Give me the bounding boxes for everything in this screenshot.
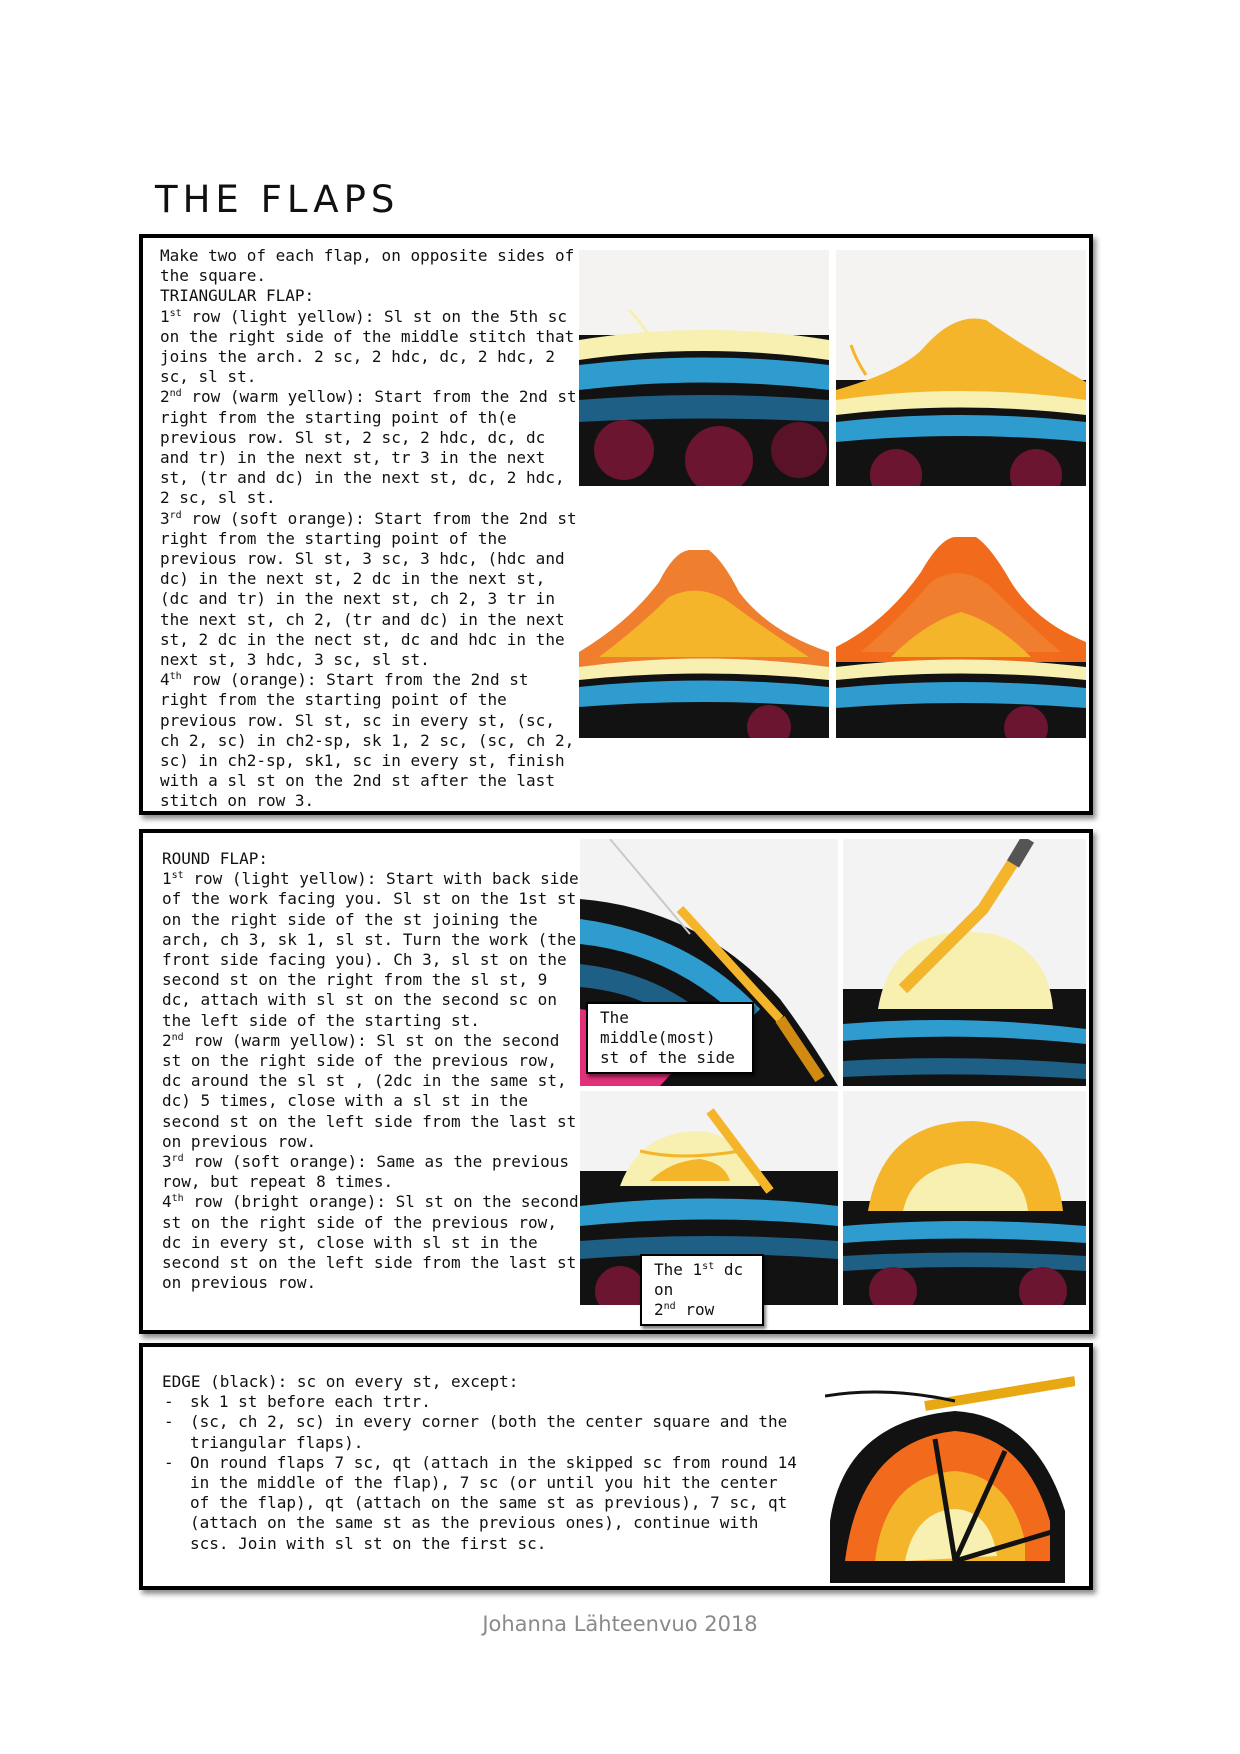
callout-middle-st: The middle(most) st of the side [586, 1002, 754, 1074]
callout-first-dc: The 1st dc on 2nd row [640, 1254, 764, 1326]
round-heading: ROUND FLAP: [162, 849, 268, 868]
round-row-1: 1st row (light yellow): Start with back side of the work facing you. Sl st on the 1st st on the right side of the st joining the arch, ch 3, sk 1, sl st. Turn the work (the front side facing you). Ch 3, sl st on the second st on the right from the sl st, 9 dc, attach with sl st on the second sc on the left side of the starting st. [162, 869, 579, 1030]
edge-instructions [162, 1372, 802, 1554]
tri-row-2: 2nd row (warm yellow): Start from the 2nd st right from the starting point of th(e previous row. Sl st, 2 sc, 2 hdc, dc, dc and tr) in the next st, tr 3 in the next st, (tr and dc) in the next st, dc, 2 hdc, 2 sc, sl st. [160, 387, 577, 508]
tri-row-4: 4th row (orange): Start from the 2nd st right from the starting point of the previous row. Sl st, sc in every st, (sc, ch 2, sc) in ch2-sp, sk 1, 2 sc, (sc, ch 2, sc) in ch2-sp, sk1, sc in every st, finish with a sl st on the 2nd st after the last stitch on row 3. [160, 670, 575, 811]
photo-edge-finished-round-flap [825, 1361, 1075, 1583]
round-row-4: 4th row (bright orange): Sl st on the second st on the right side of the previous row, dc in every st, close with sl st in the second st on the left side from the last st on previous row. [162, 1192, 579, 1293]
photo-round-row-1-done [843, 839, 1086, 1086]
footer-author: Johanna Lähteenvuo 2018 [482, 1612, 758, 1636]
round-flap-panel [139, 829, 1093, 1334]
round-row-3: 3rd row (soft orange): Same as the previous row, but repeat 8 times. [162, 1152, 569, 1192]
round-row-2: 2nd row (warm yellow): Sl st on the second st on the right side of the previous row, dc around the sl st , (2dc in the same st, dc) 5 times, close with a sl st in the second st on the left side from the last st on previous row. [162, 1030, 577, 1151]
photo-triangular-row-2 [836, 250, 1086, 486]
intro-text: Make two of each flap, on opposite sides of the square. [160, 246, 575, 286]
photo-round-row-3-4 [843, 1091, 1086, 1305]
photo-triangular-row-1 [579, 250, 829, 486]
tri-row-1: 1st row (light yellow): Sl st on the 5th sc on the right side of the middle stitch that joins the arch. 2 sc, 2 hdc, dc, 2 hdc, 2 sc, sl st. [160, 306, 575, 387]
tri-row-3: 3rd row (soft orange): Start from the 2nd st right from the starting point of the previous row. Sl st, 3 sc, 3 hdc, (hdc and dc) in the next st, 2 dc in the next st, (dc and tr) in the next st, ch 2, 3 tr in the next st, ch 2, (tr and dc) in the next st, 2 dc in the nect st, dc and hdc in the next st, 3 hdc, 3 sc, sl st. [160, 508, 577, 670]
edge-item: - On round flaps 7 sc, qt (attach in the skipped sc from round 14 in the middle of the flap), 7 sc (or until you hit the center of the flap), qt (attach on the same st as previous), 7 sc, qt (attach on the same st as the previous ones), continue with scs. Join with sl st on the first sc. [162, 1453, 802, 1554]
edge-exceptions-list [162, 1392, 802, 1554]
triangular-flap-panel [139, 234, 1093, 815]
triangular-heading: TRIANGULAR FLAP: [160, 286, 315, 306]
page-title: THE FLAPS [155, 178, 400, 221]
triangular-flap-instructions [160, 246, 578, 812]
round-flap-instructions [162, 849, 582, 1293]
photo-triangular-row-4 [836, 502, 1086, 738]
edge-heading: EDGE (black): sc on every st, except: [162, 1372, 519, 1391]
photo-triangular-row-3 [579, 502, 829, 738]
edge-panel [139, 1343, 1093, 1590]
edge-item: - sk 1 st before each trtr. [162, 1392, 802, 1412]
edge-item: - (sc, ch 2, sc) in every corner (both the center square and the triangular flaps). [162, 1412, 802, 1452]
